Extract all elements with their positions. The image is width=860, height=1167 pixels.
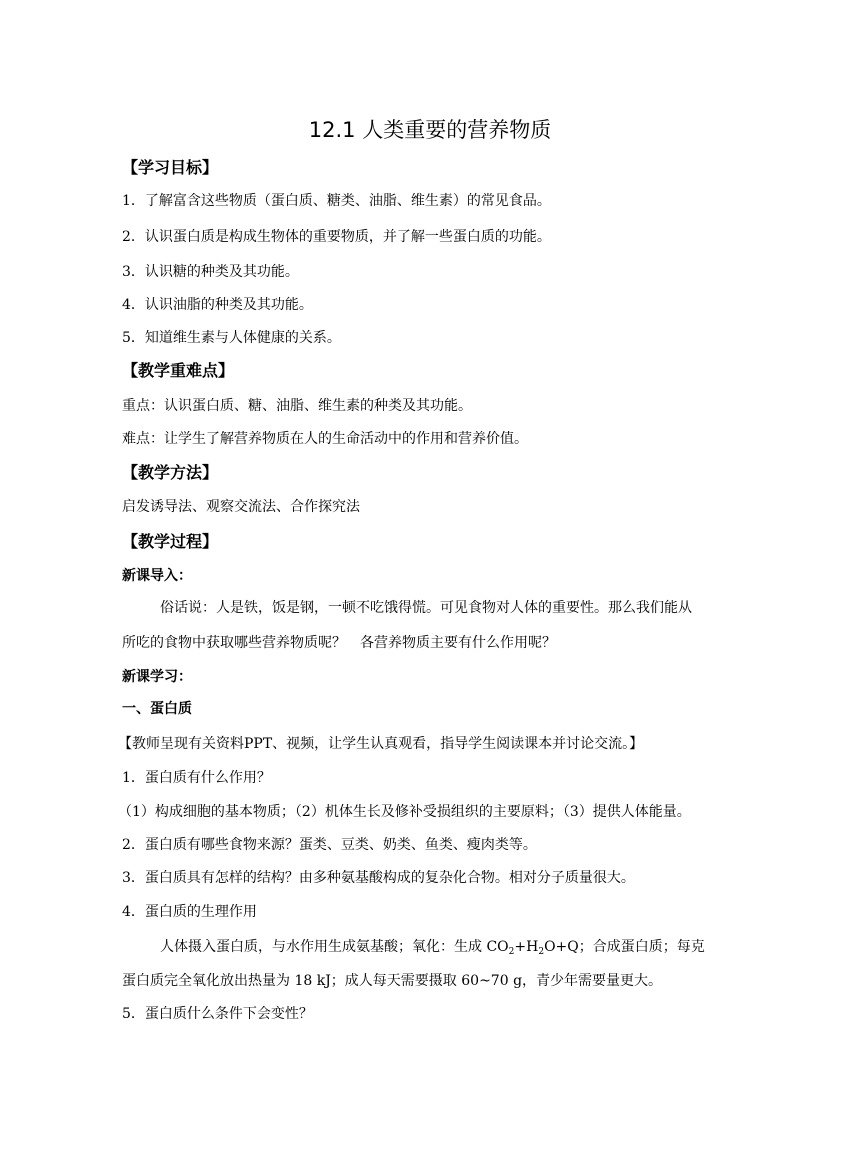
objective-item: 2．认识蛋白质是构成生物体的重要物质，并了解一些蛋白质的功能。 (122, 229, 551, 245)
intro-paragraph-line: 俗话说：人是铁，饭是钢，一顿不吃饿得慌。可见食物对人体的重要性。那么我们能从 (160, 600, 692, 616)
physiology-paragraph-line (160, 936, 705, 957)
answer-1: （1）构成细胞的基本物质；（2）机体生长及修补受损组织的主要原料；（3）提供人体能量。 (118, 804, 691, 820)
page-title: 12.1 人类重要的营养物质 (308, 118, 552, 142)
objective-item: 5．知道维生素与人体健康的关系。 (122, 330, 341, 346)
objectives-heading: 【学习目标】 (122, 158, 219, 177)
question-4: 4．蛋白质的生理作用 (122, 904, 257, 920)
physiology-text-a: 人体摄入蛋白质，与水作用生成氨基酸；氧化：生成 CO (160, 939, 509, 955)
methods-heading: 【教学方法】 (122, 463, 219, 482)
methods-text: 启发诱导法、观察交流法、合作探究法 (122, 499, 360, 515)
physiology-text-b: +H (514, 939, 539, 955)
process-heading: 【教学过程】 (122, 532, 219, 551)
objective-item: 4．认识油脂的种类及其功能。 (122, 297, 313, 313)
subscript-2: 2 (538, 947, 545, 957)
key-points-heading: 【教学重难点】 (122, 361, 235, 380)
objective-item: 3．认识糖的种类及其功能。 (122, 264, 299, 280)
key-point-difficulty: 难点：让学生了解营养物质在人的生命活动中的作用和营养价值。 (122, 431, 528, 447)
question-2: 2．蛋白质有哪些食物来源？蛋类、豆类、奶类、鱼类、瘦肉类等。 (122, 837, 537, 853)
intro-paragraph-line: 所吃的食物中获取哪些营养物质呢？ 各营养物质主要有什么作用呢？ (122, 635, 556, 651)
intro-label: 新课导入： (122, 568, 192, 584)
question-3: 3．蛋白质具有怎样的结构？由多种氨基酸构成的复杂化合物。相对分子质量很大。 (122, 870, 635, 886)
new-lesson-label: 新课学习： (122, 669, 192, 685)
question-1: 1．蛋白质有什么作用？ (122, 770, 271, 786)
teacher-note: 【教师呈现有关资料PPT、视频，让学生认真观看，指导学生阅读课本并讨论交流。】 (118, 736, 644, 752)
protein-heading: 一、蛋白质 (122, 701, 192, 717)
question-5: 5．蛋白质什么条件下会变性？ (122, 1006, 313, 1022)
physiology-text-c: O+Q；合成蛋白质；每克 (544, 939, 705, 955)
physiology-paragraph-line: 蛋白质完全氧化放出热量为 18 kJ；成人每天需要摄取 60~70 g，青少年需要量更大。 (122, 973, 663, 989)
objective-item: 1．了解富含这些物质（蛋白质、糖类、油脂、维生素）的常见食品。 (122, 193, 551, 209)
key-point-focus: 重点：认识蛋白质、糖、油脂、维生素的种类及其功能。 (122, 398, 472, 414)
subscript-2: 2 (508, 947, 515, 957)
